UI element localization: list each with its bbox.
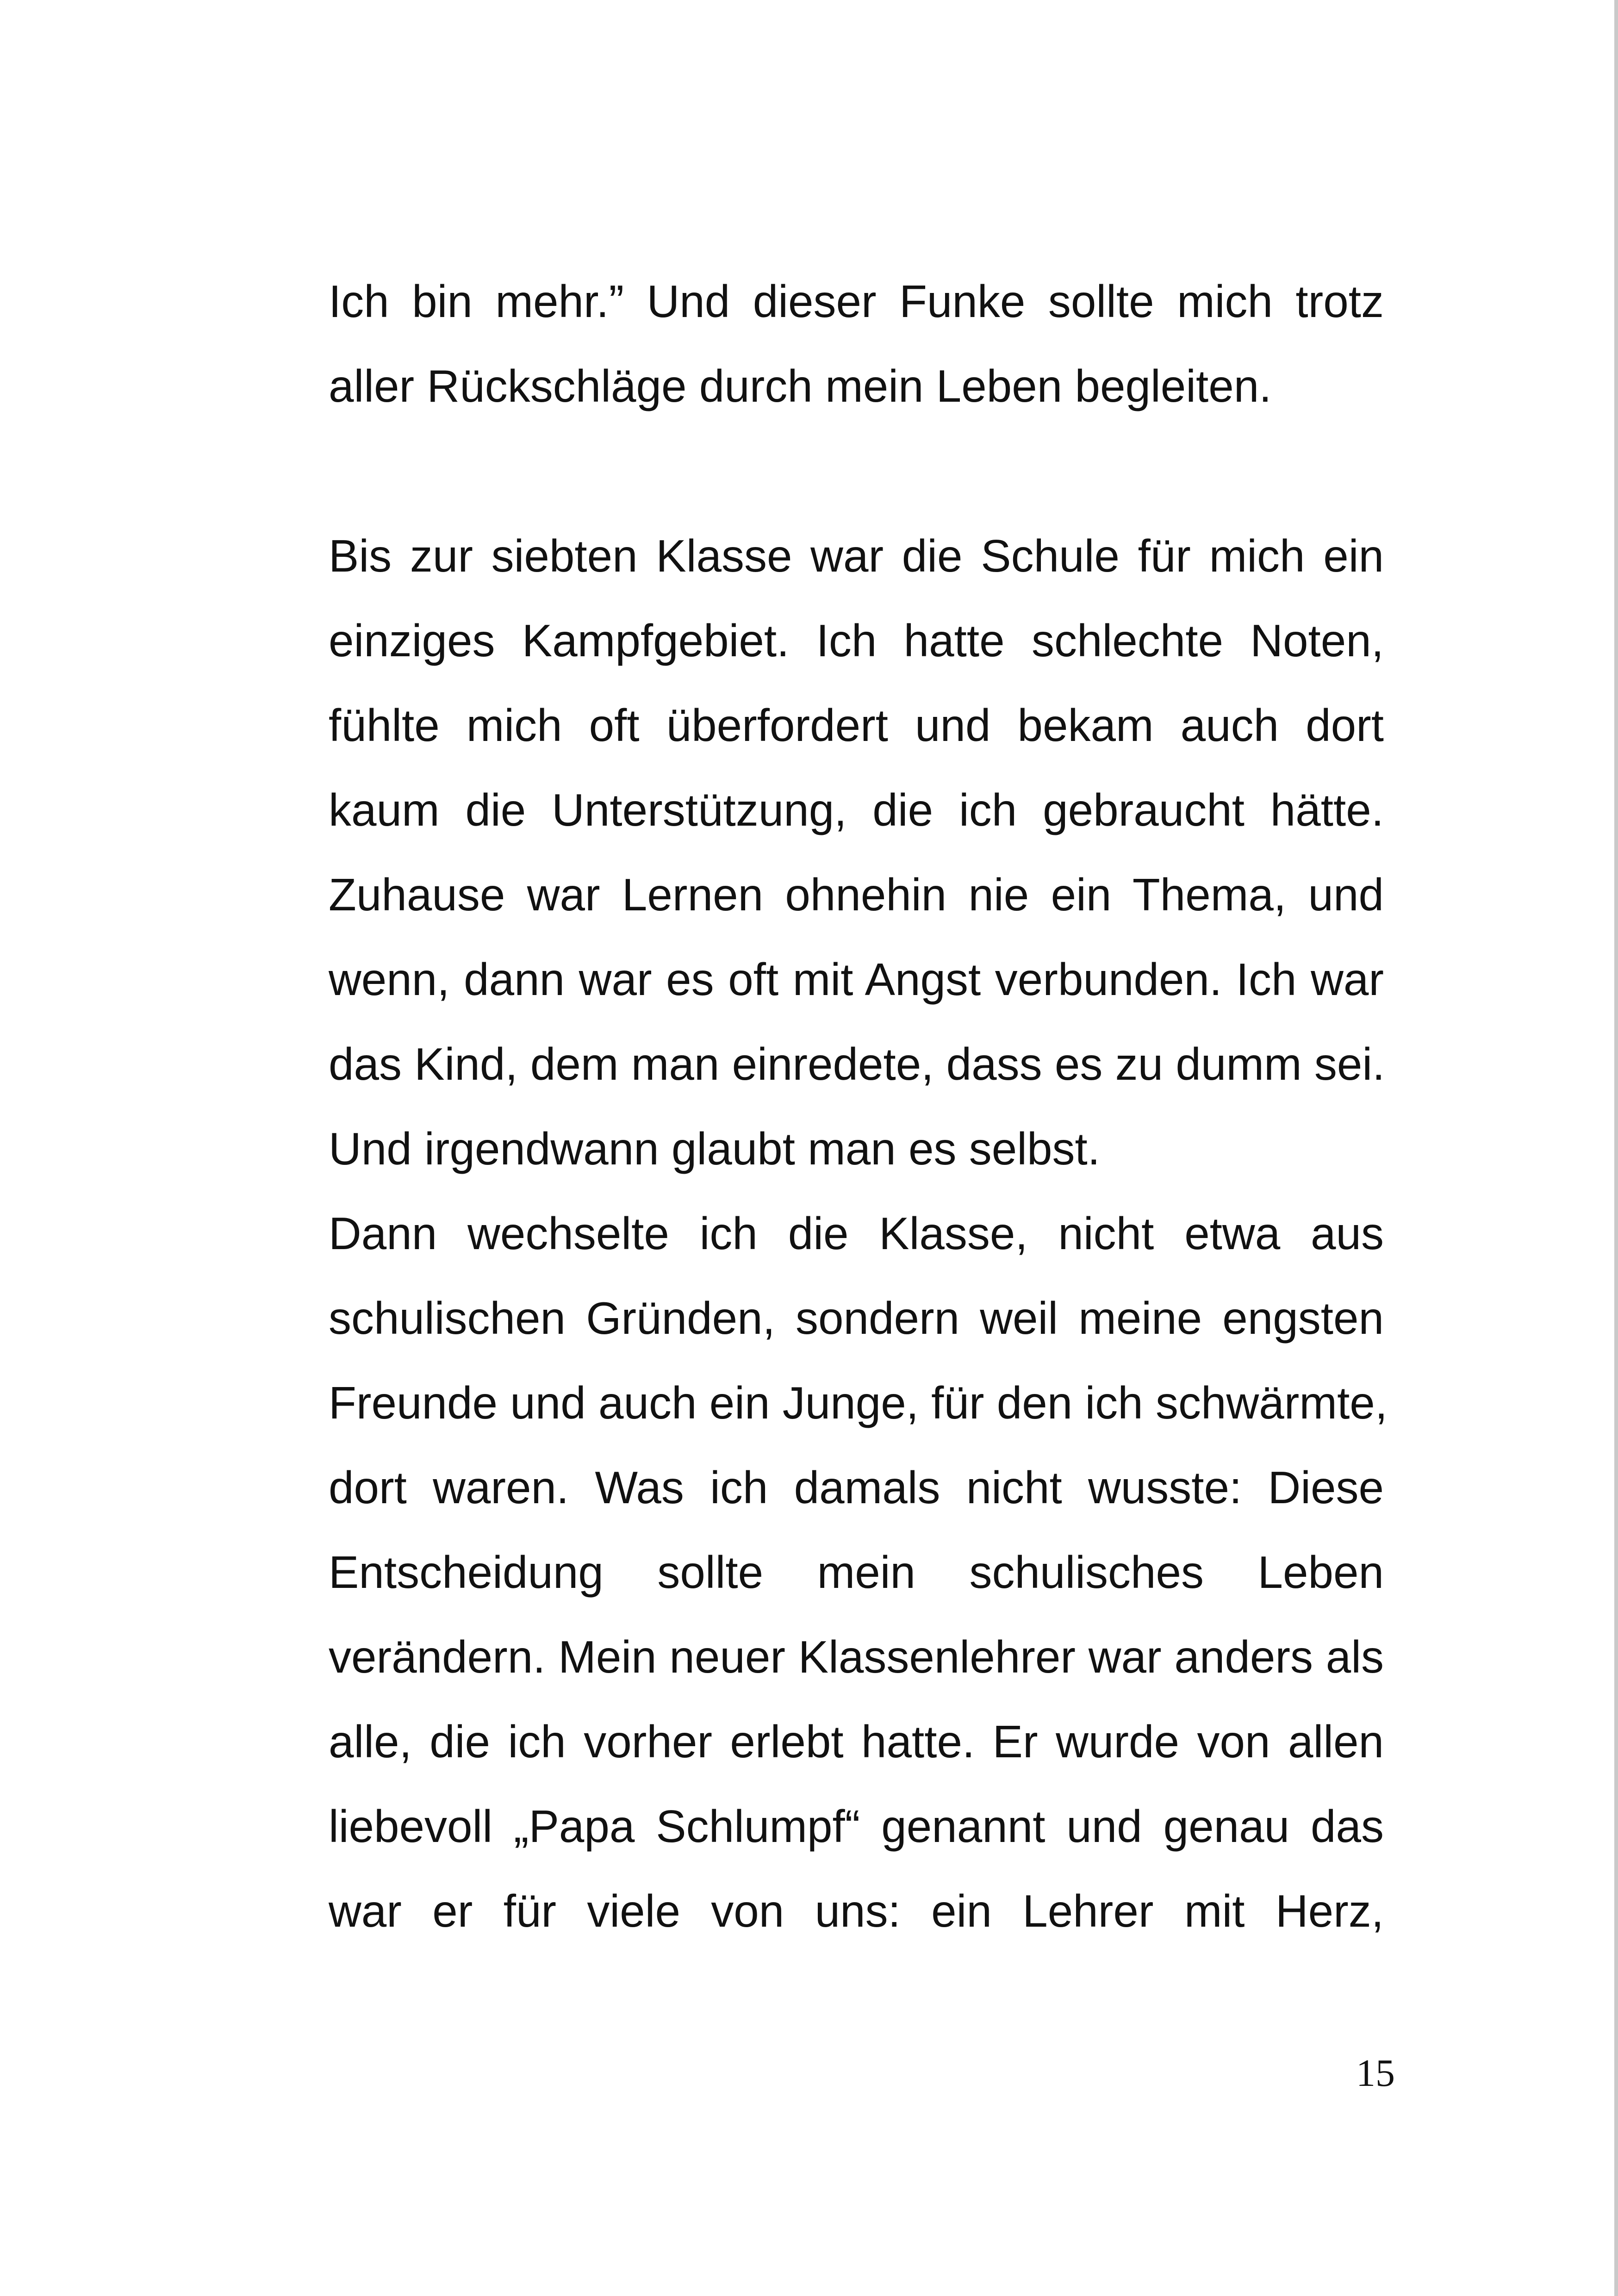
text-line: aller Rückschläge durch mein Leben begleiten. xyxy=(329,361,1272,411)
text-line: Dann wechselte ich die Klasse, nicht etwa aus xyxy=(329,1208,1384,1259)
text-line: Und irgendwann glaubt man es selbst. xyxy=(329,1123,1101,1174)
paragraph-3 xyxy=(329,1191,1388,1954)
text-line: liebevoll „Papa Schlumpf“ genannt und genau das xyxy=(329,1801,1384,1852)
text-line: verändern. Mein neuer Klassenlehrer war anders als xyxy=(329,1631,1384,1682)
text-line: fühlte mich oft überfordert und bekam auch dort xyxy=(329,700,1384,751)
text-line: Zuhause war Lernen ohnehin nie ein Thema, und xyxy=(329,869,1384,920)
text-line: kaum die Unterstützung, die ich gebraucht hätte. xyxy=(329,784,1384,835)
text-line: einziges Kampfgebiet. Ich hatte schlechte Noten, xyxy=(329,615,1384,666)
text-line: Freunde und auch ein Junge, für den ich schwärmte, xyxy=(329,1377,1388,1428)
text-line: Ich bin mehr.” Und dieser Funke sollte mich trotz xyxy=(329,276,1384,327)
body-text xyxy=(329,514,1388,1954)
text-line: schulischen Gründen, sondern weil meine engsten xyxy=(329,1293,1384,1344)
text-line: das Kind, dem man einredete, dass es zu dumm sei. xyxy=(329,1039,1385,1089)
paragraph-1 xyxy=(329,259,1384,429)
page-number: 15 xyxy=(1356,2052,1395,2095)
page-edge xyxy=(1614,0,1618,2296)
text-line: Entscheidung sollte mein schulisches Leben xyxy=(329,1547,1384,1598)
text-line: alle, die ich vorher erlebt hatte. Er wurde von allen xyxy=(329,1716,1384,1767)
text-line: Bis zur siebten Klasse war die Schule für mich ein xyxy=(329,530,1384,581)
text-line: dort waren. Was ich damals nicht wusste: Diese xyxy=(329,1462,1384,1513)
text-line: wenn, dann war es oft mit Angst verbunden. Ich war xyxy=(329,954,1384,1005)
text-line: war er für viele von uns: ein Lehrer mit Herz, xyxy=(329,1885,1384,1936)
paragraph-2 xyxy=(329,514,1384,1191)
